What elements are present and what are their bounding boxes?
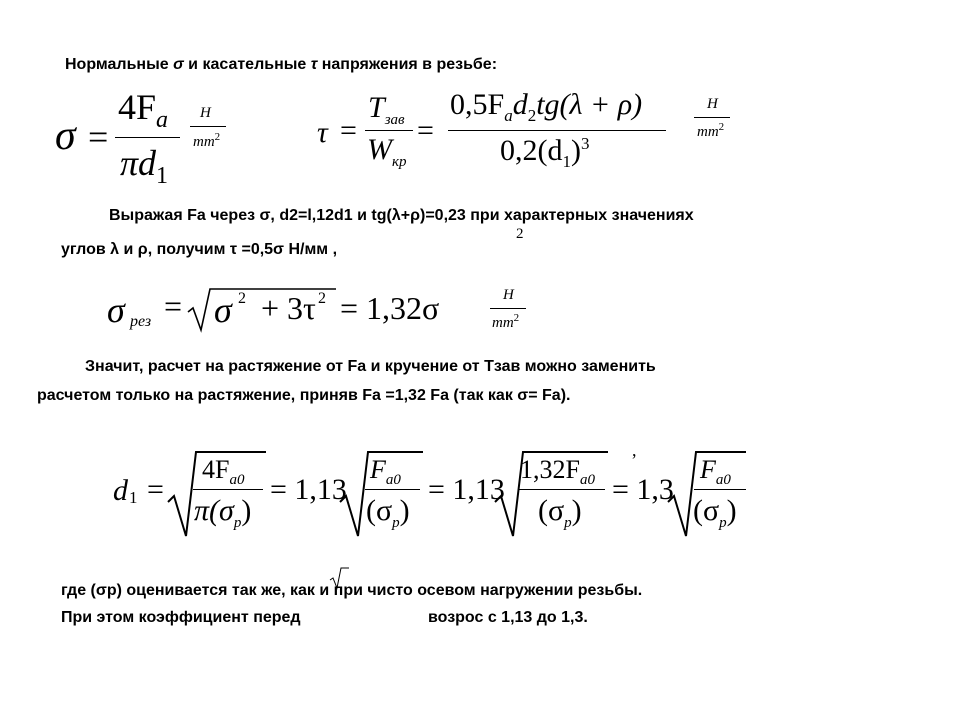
para2-line2: расчетом только на растяжение, приняв Fa =1,32 Fa (так как σ= Fa). [37,387,571,404]
d1-f4-den: $(\sigma_p)$ [693,494,737,531]
sigma-frac-line [115,137,180,138]
tau-unit-num: Н [707,96,718,112]
para1-exp: 2 [516,226,524,242]
para3-line1: где (σр) оценивается так же, как и при чисто осевом нагружении резьбы. [61,582,643,599]
tau-t-num: $T_{зав}$ [368,91,405,128]
res-unit-line [490,308,526,309]
d1-f3-num: $1,32F_{a0}$ [520,455,595,489]
sigma-num: $4F_a$ [118,87,169,134]
tau-eq1: = [340,114,357,147]
res-eq2: = 1,32σ [340,290,440,326]
res-rad-tau-exp: 2 [318,290,326,307]
sigma-unit-line [190,126,226,127]
tau-frac-line-1 [365,130,413,131]
d1-f1-den: $\pi(\sigma_p)$ [194,494,252,531]
d1-f2-den: $(\sigma_p)$ [366,494,410,531]
tau-unit-den: $mm^2$ [697,121,725,140]
tau-lhs: τ [317,116,328,149]
res-unit-den: $mm^2$ [492,312,520,331]
d1-coef-2: = 1,13 [428,473,505,506]
tau-num: $0,5F_ad_2tg(\lambda + \rho)$ [450,88,643,125]
d1-f3-den: $(\sigma_p)$ [538,494,582,531]
para1-line2: углов λ и ρ, получим τ =0,5σ Н/мм , [61,241,338,258]
d1-coef-1: = 1,13 [270,473,347,506]
d1-comma: , [632,440,637,460]
res-rad-sigma-exp: 2 [238,290,246,307]
d1-coef-3: = 1,3 [612,473,674,506]
heading-sigma: σ [173,56,184,73]
sigma-unit-num: Н [200,105,211,121]
sigma-lhs: σ [55,113,76,159]
d1-f1-num: $4F_{a0}$ [202,455,245,489]
sigma-unit-den: $mm^2$ [193,131,221,150]
d1-f2-line [365,489,420,490]
d1-f4-line [694,489,746,490]
d1-lhs: d [113,474,128,507]
small-radical-icon [330,566,350,590]
res-lhs: σ [107,290,125,330]
res-eq: = [164,288,183,324]
para2-line1: Значит, расчет на растяжение от Fa и кручение от Tзав можно заменить [85,358,656,375]
sigma-den: $\pi d_1$ [120,143,169,190]
d1-eq: = [147,473,164,506]
heading-text-3: напряжения в резьбе: [317,56,498,73]
sigma-eq: = [88,117,109,157]
res-rad-sigma: σ [214,290,232,330]
d1-f1-line [193,489,263,490]
d1-f4-num: $F_{a0}$ [700,455,731,489]
heading-text-1: Нормальные [65,56,174,73]
tau-unit-line [694,117,730,118]
para1-line1: Выражая Fa через σ, d2=l,12d1 и tg(λ+ρ)=0,23 при характерных значениях [109,207,694,224]
d1-f3-line [519,489,605,490]
tau-den: $0,2(d_1)^3$ [500,134,590,171]
heading [65,56,497,74]
tau-t-den: $W_{кр}$ [367,133,407,170]
heading-tau: τ [310,56,318,73]
tau-frac-line-2 [448,130,666,131]
para3-line2: При этом коэффициент перед [61,609,301,626]
res-rad-plus: + 3τ [261,290,316,326]
heading-text-2: и касательные [183,56,311,73]
d1-lhs-sub: 1 [129,488,138,507]
res-lhs-sub: рез [130,313,152,330]
tau-eq2: = [417,114,434,147]
d1-f2-num: $F_{a0}$ [370,455,401,489]
res-unit-num: Н [503,287,514,303]
para3-line2-b: возрос с 1,13 до 1,3. [428,609,588,626]
